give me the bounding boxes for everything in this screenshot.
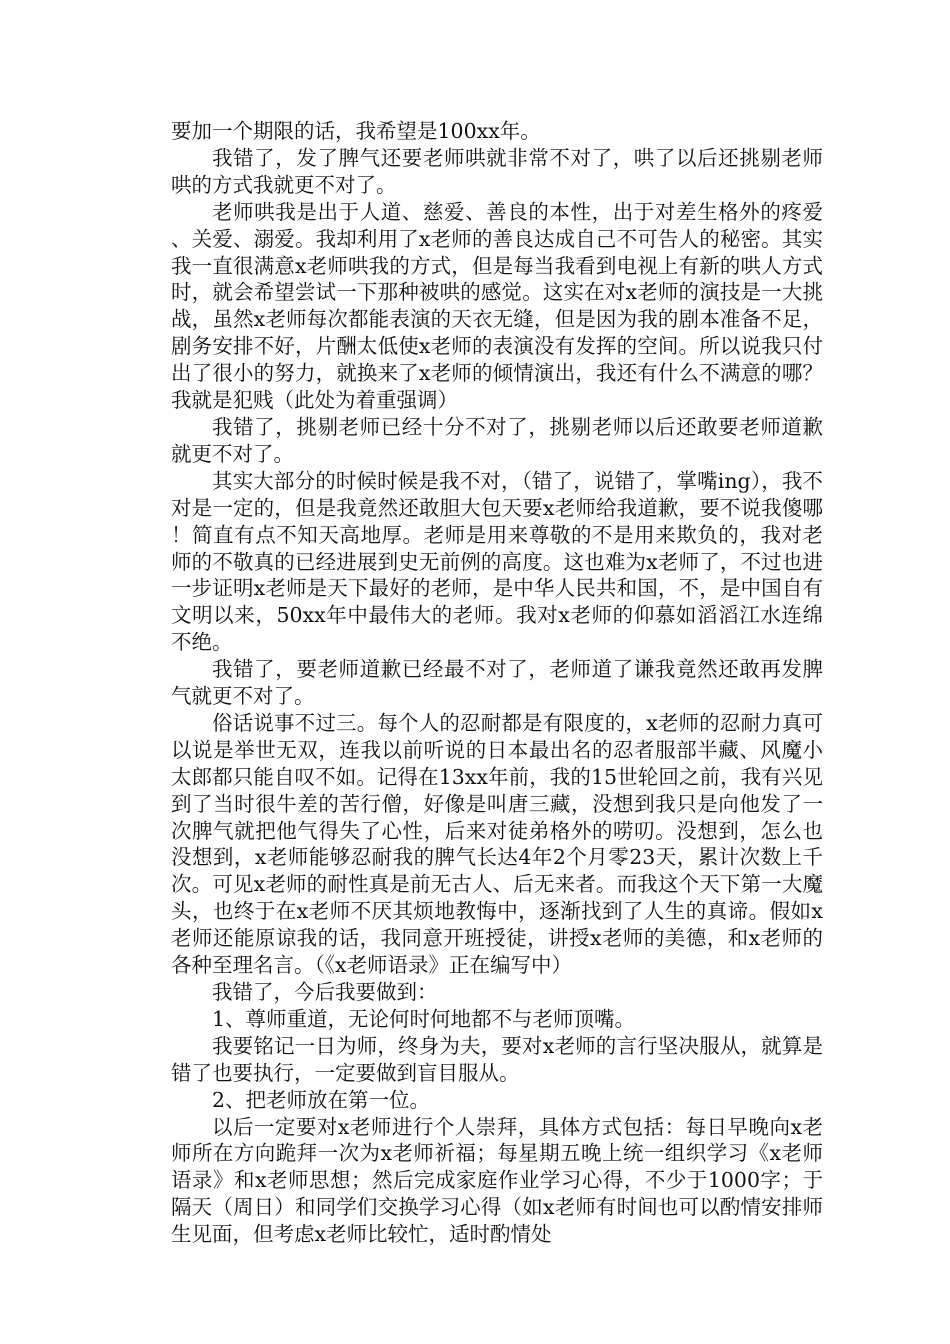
paragraph-10: 我要铭记一日为师，终身为夫，要对x老师的言行坚决服从，就算是错了也要执行，一定要做到盲目服从。 [171, 1033, 823, 1085]
paragraph-9: 1、尊师重道，无论何时何地都不与老师顶嘴。 [212, 1006, 636, 1031]
paragraph-8: 我错了，今后我要做到： [212, 980, 438, 1004]
paragraph-12: 以后一定要对x老师进行个人崇拜，具体方式包括：每日早晚向x老师所在方向跪拜一次为x老师祈福；每星期五晚上统一组织学习《x老师语录》和x老师思想；然后完成家庭作业学习心得，不少于1000字；于隔天（周日）和同学们交换学习心得（如x老师有时间也可以酌情安排师生见面，但考虑x老师比较忙，适时酌情处 [171, 1114, 823, 1247]
paragraph-7: 俗话说事不过三。每个人的忍耐都是有限度的，x老师的忍耐力真可以说是举世无双，连我以前听说的日本最出名的忍者服部半藏、风魔小太郎都只能自叹不如。记得在13xx年前，我的15世轮回之前，我有兴见到了当时很牛差的苦行僧，好像是叫唐三藏，没想到我只是向他发了一次脾气就把他气得失了心性，后来对徒弟格外的唠叨。没想到，怎么也没想到，x老师能够忍耐我的脾气长达4年2个月零23天，累计次数上千次。可见x老师的耐性真是前无古人、后无来者。而我这个天下第一大魔头，也终于在x老师不厌其烦地教悔中，逐渐找到了人生的真谛。假如x老师还能原谅我的话，我同意开班授徒，讲授x老师的美德，和x老师的各种至理名言。（《x老师语录》正在编写中） [171, 710, 823, 978]
paragraph-1: 要加一个期限的话，我希望是100xx年。 [171, 119, 541, 143]
paragraph-3: 老师哄我是出于人道、慈爱、善良的本性，出于对差生格外的疼爱、关爱、溺爱。我却利用了x老师的善良达成自己不可告人的秘密。其实我一直很满意x老师哄我的方式，但是每当我看到电视上有新的哄人方式时，就会希望尝试一下那种被哄的感觉。这实在对x老师的演技是一大挑战，虽然x老师每次都能表演的天衣无缝，但是因为我的剧本准备不足，剧务安排不好，片酬太低使x老师的表演没有发挥的空间。所以说我只付出了很小的努力，就换来了x老师的倾情演出，我还有什么不满意的哪？我就是犯贱（此处为着重强调） [171, 199, 823, 413]
paragraph-6: 我错了，要老师道歉已经最不对了，老师道了谦我竟然还敢再发脾气就更不对了。 [171, 657, 823, 709]
paragraph-4: 我错了，挑剔老师已经十分不对了，挑剔老师以后还敢要老师道歉就更不对了。 [171, 414, 823, 466]
paragraph-2: 我错了，发了脾气还要老师哄就非常不对了，哄了以后还挑剔老师哄的方式我就更不对了。 [171, 145, 823, 197]
paragraph-11: 2、把老师放在第一位。 [212, 1087, 431, 1112]
paragraph-5: 其实大部分的时候时候是我不对，（错了，说错了，掌嘴ing），我不对是一定的，但是我竟然还敢胆大包天要x老师给我道歉，要不说我傻哪！简直有点不知天高地厚。老师是用来尊敬的不是用来欺负的，我对老师的不敬真的已经进展到史无前例的高度。这也难为x老师了，不过也进一步证明x老师是天下最好的老师，是中华人民共和国，不，是中国自有文明以来，50xx年中最伟大的老师。我对x老师的仰慕如滔滔江水连绵不绝。 [171, 468, 823, 655]
document-body [171, 118, 823, 1248]
